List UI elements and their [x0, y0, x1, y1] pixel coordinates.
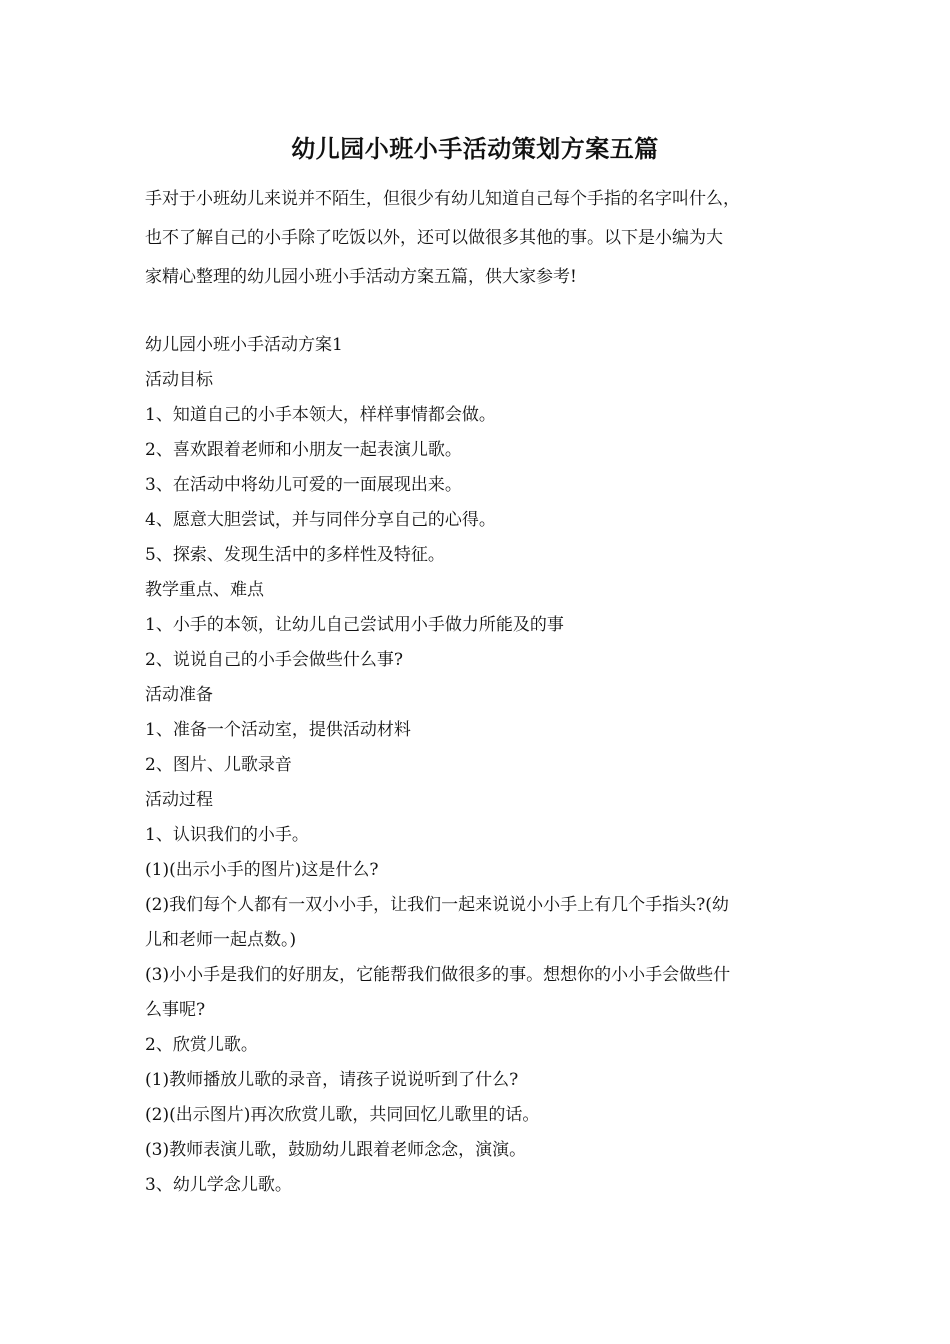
subsection-heading: 活动准备	[145, 685, 213, 705]
body-line: (3)教师表演儿歌，鼓励幼儿跟着老师念念，演演。	[145, 1140, 527, 1160]
body-line: 4、愿意大胆尝试，并与同伴分享自己的心得。	[145, 510, 496, 530]
section-heading: 幼儿园小班小手活动方案1	[145, 335, 343, 355]
body-line: (1)(出示小手的图片)这是什么?	[145, 860, 379, 880]
subsection-heading: 活动过程	[145, 790, 213, 810]
body-line: 5、探索、发现生活中的多样性及特征。	[145, 545, 445, 565]
intro-line: 家精心整理的幼儿园小班小手活动方案五篇，供大家参考!	[145, 267, 577, 287]
body-line: 2、喜欢跟着老师和小朋友一起表演儿歌。	[145, 440, 462, 460]
subsection-heading: 活动目标	[145, 370, 213, 390]
body-line: 2、图片、儿歌录音	[145, 755, 292, 775]
body-line: 1、准备一个活动室，提供活动材料	[145, 720, 411, 740]
body-line: 1、认识我们的小手。	[145, 825, 309, 845]
body-line: 3、在活动中将幼儿可爱的一面展现出来。	[145, 475, 462, 495]
intro-paragraph	[145, 180, 820, 297]
body-line: (1)教师播放儿歌的录音，请孩子说说听到了什么?	[145, 1070, 519, 1090]
body-line: 1、知道自己的小手本领大，样样事情都会做。	[145, 405, 496, 425]
body-line: 么事呢?	[145, 1000, 206, 1020]
body-line: (2)(出示图片)再次欣赏儿歌，共同回忆儿歌里的话。	[145, 1105, 540, 1125]
body-line: 1、小手的本领，让幼儿自己尝试用小手做力所能及的事	[145, 615, 564, 635]
body-line: 2、说说自己的小手会做些什么事?	[145, 650, 403, 670]
document-body	[145, 328, 815, 1203]
subsection-heading: 教学重点、难点	[145, 580, 264, 600]
body-line: 2、欣赏儿歌。	[145, 1035, 258, 1055]
body-line: (2)我们每个人都有一双小小手，让我们一起来说说小小手上有几个手指头?(幼	[145, 895, 729, 915]
intro-line: 手对于小班幼儿来说并不陌生，但很少有幼儿知道自己每个手指的名字叫什么，	[145, 189, 740, 209]
document-title: 幼儿园小班小手活动策划方案五篇	[291, 134, 659, 163]
intro-line: 也不了解自己的小手除了吃饭以外，还可以做很多其他的事。以下是小编为大	[145, 228, 723, 248]
body-line: 儿和老师一起点数。)	[145, 930, 297, 950]
body-line: (3)小小手是我们的好朋友，它能帮我们做很多的事。想想你的小小手会做些什	[145, 965, 731, 985]
body-line: 3、幼儿学念儿歌。	[145, 1175, 292, 1195]
